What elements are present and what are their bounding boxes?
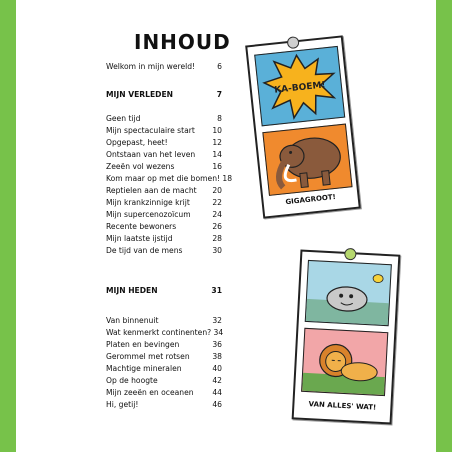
toc-entry-label: Mijn krankzinnige krijt (106, 197, 190, 207)
pushpin-icon (344, 248, 357, 261)
toc-entry-page: 7 (216, 89, 222, 99)
toc-entry (106, 60, 222, 72)
toc-entry-page: 31 (211, 285, 222, 295)
toc-entry-label: MIJN VERLEDEN (106, 89, 173, 99)
toc-entry (106, 196, 222, 208)
toc-entry-label: Mijn zeeën en oceanen (106, 387, 194, 397)
toc-entry-page: 34 (213, 327, 224, 337)
toc-entry-page: 40 (212, 363, 222, 373)
mammoth-panel (262, 123, 352, 195)
lion-icon (302, 329, 387, 395)
page-title: INHOUD (134, 30, 231, 54)
toc-entry (106, 148, 222, 160)
burst-icon (255, 47, 344, 125)
toc-entry (106, 112, 222, 124)
toc-entry-page: 30 (212, 245, 222, 255)
toc-entry-page: 22 (212, 197, 222, 207)
toc-entry-label: Zeeën vol wezens (106, 161, 175, 171)
toc-entry-page: 38 (212, 351, 222, 361)
toc-entry (106, 350, 222, 362)
toc-entry (106, 398, 222, 410)
toc-entry-page: 46 (212, 399, 222, 409)
lion-panel (301, 328, 388, 396)
toc-entry-label: Recente bewoners (106, 221, 177, 231)
toc-entry-page: 12 (212, 137, 222, 147)
card1-caption: GIGAGROOT! (285, 192, 337, 207)
toc-entry-label: Kom maar op met die bomen! (106, 173, 221, 183)
toc-entry-page: 26 (212, 221, 222, 231)
toc-entry-label: Mijn supercenozoïcum (106, 209, 191, 219)
toc-entry-label: Mijn laatste ijstijd (106, 233, 173, 243)
toc-entry-page: 14 (212, 149, 222, 159)
toc-entry-label: Op de hoogte (106, 375, 158, 385)
toc-entry-page: 42 (212, 375, 222, 385)
toc-entry-page: 44 (212, 387, 222, 397)
toc-entry-page: 32 (212, 315, 222, 325)
toc-entry-page: 16 (212, 161, 222, 171)
toc-entry-label: Welkom in mijn wereld! (106, 61, 196, 71)
toc-entry-label: Platen en bevingen (106, 339, 180, 349)
toc-entry (106, 220, 222, 232)
mammoth-sticker-card (245, 35, 361, 218)
toc-entry (106, 136, 222, 148)
toc-entry (106, 172, 233, 184)
toc-entry (106, 244, 222, 256)
pushpin-icon (287, 36, 300, 49)
toc-entry-label: Van binnenuit (106, 315, 159, 325)
toc-entry-label: De tijd van de mens (106, 245, 183, 255)
toc-entry (106, 374, 222, 386)
toc-entry (106, 232, 222, 244)
rock-creature-icon (306, 261, 391, 325)
toc-entry-page: 10 (212, 125, 222, 135)
toc-entry-label: Hi, getij! (106, 399, 139, 409)
toc-entry-label: Machtige mineralen (106, 363, 182, 373)
toc-entry-label: Opgepast, heet! (106, 137, 168, 147)
book-page (16, 0, 436, 452)
toc-entry (106, 386, 222, 398)
toc-entry (106, 208, 222, 220)
toc-entry-label: Gerommel met rotsen (106, 351, 190, 361)
toc-entry (106, 88, 222, 100)
toc-entry-label: Reptielen aan de macht (106, 185, 197, 195)
toc-entry (106, 160, 222, 172)
toc-entry-page: 28 (212, 233, 222, 243)
toc-entry-label: MIJN HEDEN (106, 285, 158, 295)
toc-entry-page: 8 (217, 113, 222, 123)
toc-entry (106, 284, 222, 296)
toc-entry-label: Wat kenmerkt continenten? (106, 327, 212, 337)
explosion-panel (254, 46, 345, 126)
toc-entry (106, 362, 222, 374)
toc-entry-page: 20 (212, 185, 222, 195)
burst-text: KA-BOEM! (273, 80, 327, 96)
toc-entry-label: Ontstaan van het leven (106, 149, 196, 159)
toc-entry-page: 36 (212, 339, 222, 349)
mammoth-icon (263, 125, 351, 195)
rock-panel (305, 260, 392, 326)
toc-entry-page: 24 (212, 209, 222, 219)
toc-entry (106, 338, 222, 350)
toc-entry (106, 314, 222, 326)
toc-entry-page: 6 (217, 61, 222, 71)
lion-sticker-card (292, 249, 401, 424)
card2-caption: VAN ALLES' WAT! (308, 400, 377, 412)
toc-entry-label: Mijn spectaculaire start (106, 125, 195, 135)
toc-entry-label: Geen tijd (106, 113, 141, 123)
toc-entry-page: 18 (222, 173, 233, 183)
toc-entry (106, 124, 222, 136)
toc-entry (106, 326, 222, 338)
toc-entry (106, 184, 222, 196)
